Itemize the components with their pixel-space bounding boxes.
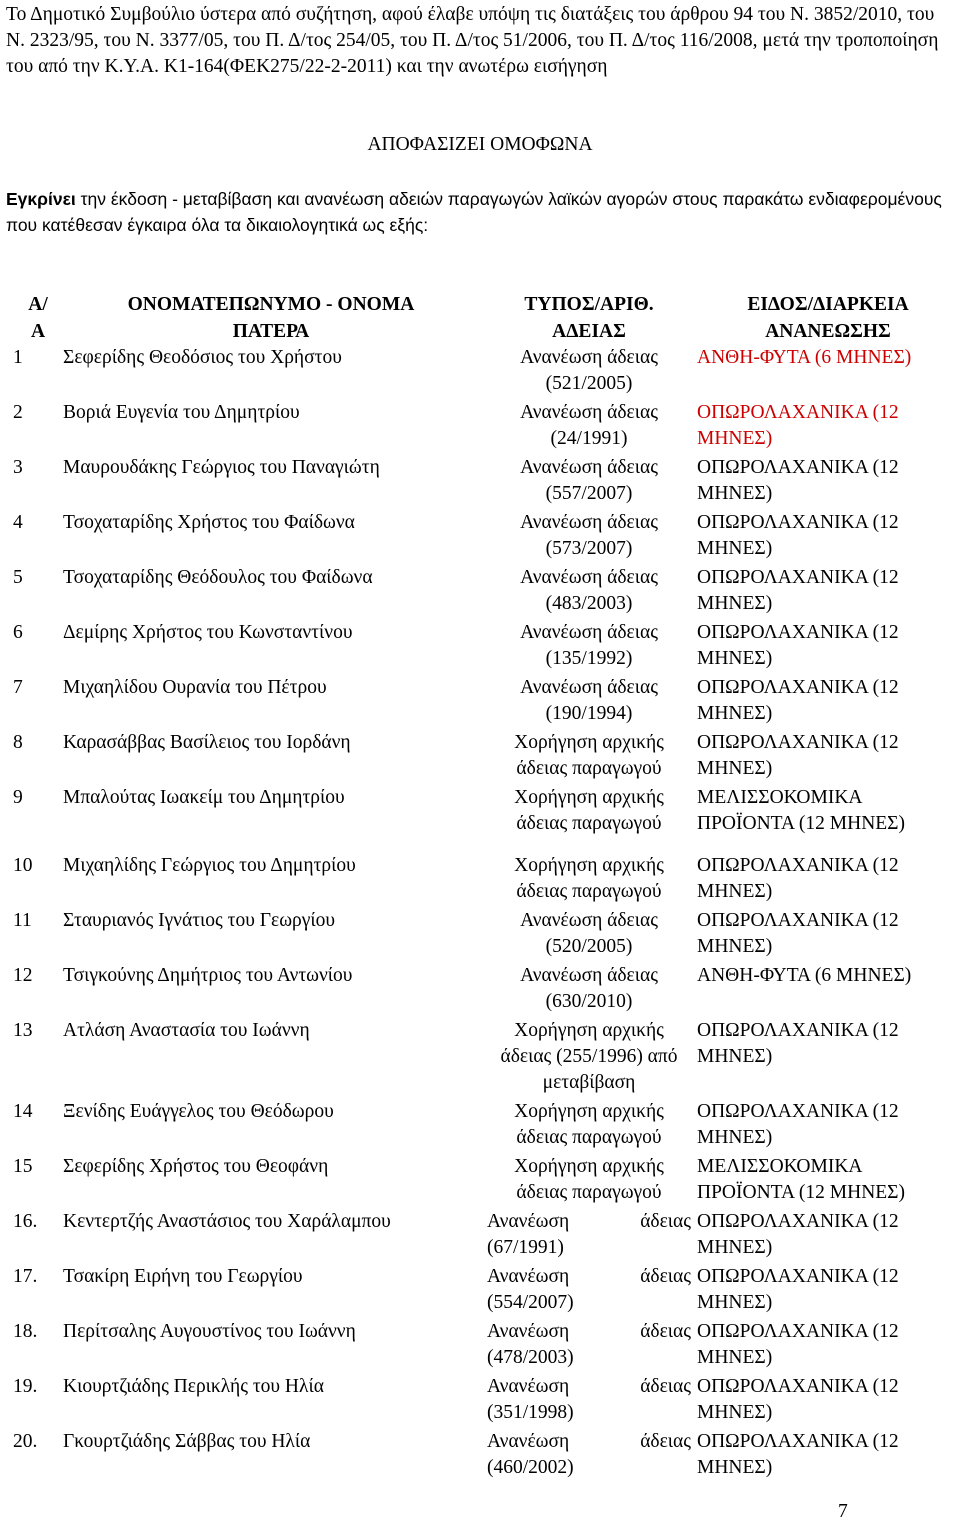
row-name: Μπαλούτας Ιωακείμ του Δημητρίου bbox=[63, 787, 345, 808]
row-kind-duration: ΟΠΩΡΟΛΑΧΑΝΙΚΑ (12 ΜΗΝΕΣ) bbox=[697, 732, 899, 779]
row-name: Δεμίρης Χρήστος του Κωνσταντίνου bbox=[63, 622, 353, 643]
row-name-text: Τσακίρη Ειρήνη του Γεωργίου bbox=[63, 1266, 303, 1287]
table-row bbox=[11, 620, 959, 675]
row-license-type bbox=[487, 1374, 691, 1429]
row-license-type-text: Ανανέωση άδειας (67/1991) bbox=[487, 1211, 691, 1258]
row-license-type: Χορήγηση αρχικής άδειας (255/1996) από μεταβίβαση bbox=[500, 1020, 678, 1093]
row-license-type: Ανανέωση άδειας (630/2010) bbox=[520, 965, 658, 1012]
row-name bbox=[63, 1264, 487, 1319]
row-kind-duration: ΟΠΩΡΟΛΑΧΑΝΙΚΑ (12 ΜΗΝΕΣ) bbox=[697, 855, 899, 902]
row-name bbox=[63, 1429, 487, 1484]
table-row bbox=[11, 400, 959, 455]
row-number: 15 bbox=[13, 1156, 33, 1177]
row-license-type: Χορήγηση αρχικής άδειας παραγωγού bbox=[514, 1101, 664, 1148]
row-license-type: Ανανέωση άδειας (520/2005) bbox=[520, 910, 658, 957]
header-aa: Α/ Α bbox=[28, 294, 48, 342]
table-row bbox=[11, 963, 959, 1018]
row-license-type: Ανανέωση άδειας (24/1991) bbox=[520, 402, 658, 449]
header-kind: ΕΙΔΟΣ/ΔΙΑΡΚΕΙΑ ΑΝΑΝΕΩΣΗΣ bbox=[747, 294, 909, 342]
row-kind-duration: ΜΕΛΙΣΣΟΚΟΜΙΚΑ ΠΡΟΪΟΝΤΑ (12 ΜΗΝΕΣ) bbox=[697, 1156, 906, 1203]
row-kind-duration: ΟΠΩΡΟΛΑΧΑΝΙΚΑ (12 ΜΗΝΕΣ) bbox=[697, 512, 899, 559]
row-name-text: Κιουρτζιάδης Περικλής του Ηλία bbox=[63, 1376, 324, 1397]
table-row bbox=[11, 345, 959, 400]
row-license-type-text: Ανανέωση άδειας (478/2003) bbox=[487, 1321, 691, 1368]
row-license-type: Χορήγηση αρχικής άδειας παραγωγού bbox=[514, 732, 664, 779]
licenses-table bbox=[11, 291, 959, 1484]
row-license-type-text: Ανανέωση άδειας (460/2002) bbox=[487, 1431, 691, 1478]
row-kind-duration: ΟΠΩΡΟΛΑΧΑΝΙΚΑ (12 ΜΗΝΕΣ) bbox=[697, 910, 899, 957]
row-kind-duration: ΟΠΩΡΟΛΑΧΑΝΙΚΑ (12 ΜΗΝΕΣ) bbox=[697, 402, 899, 449]
row-kind-duration: ΟΠΩΡΟΛΑΧΑΝΙΚΑ (12 ΜΗΝΕΣ) bbox=[697, 677, 899, 724]
table-header-row bbox=[11, 291, 959, 345]
row-name: Τσοχαταρίδης Χρήστος του Φαίδωνα bbox=[63, 512, 355, 533]
row-license-type: Ανανέωση άδειας (557/2007) bbox=[520, 457, 658, 504]
row-kind-duration: ΑΝΘΗ-ΦΥΤΑ (6 ΜΗΝΕΣ) bbox=[697, 347, 912, 368]
row-number: 13 bbox=[13, 1020, 33, 1041]
row-name-text: Κεντερτζής Αναστάσιος του Χαράλαμπου bbox=[63, 1211, 391, 1232]
row-kind-duration: ΟΠΩΡΟΛΑΧΑΝΙΚΑ (12 ΜΗΝΕΣ) bbox=[697, 567, 899, 614]
decision-title: ΑΠΟΦΑΣΙΖΕΙ ΟΜΟΦΩΝΑ bbox=[367, 134, 593, 155]
row-name-text: Γκουρτζιάδης Σάββας του Ηλία bbox=[63, 1431, 311, 1452]
table-row bbox=[11, 1099, 959, 1154]
table-row bbox=[11, 1429, 959, 1484]
page-number: 7 bbox=[838, 1501, 848, 1522]
row-license-type: Ανανέωση άδειας (190/1994) bbox=[520, 677, 658, 724]
row-number: 5 bbox=[13, 567, 23, 588]
row-kind-duration: ΟΠΩΡΟΛΑΧΑΝΙΚΑ (12 ΜΗΝΕΣ) bbox=[697, 1266, 899, 1313]
table-row bbox=[11, 675, 959, 730]
row-kind-duration: ΟΠΩΡΟΛΑΧΑΝΙΚΑ (12 ΜΗΝΕΣ) bbox=[697, 1376, 899, 1423]
row-kind-duration: ΜΕΛΙΣΣΟΚΟΜΙΚΑ ΠΡΟΪΟΝΤΑ (12 ΜΗΝΕΣ) bbox=[697, 787, 906, 834]
table-row bbox=[11, 565, 959, 620]
row-name bbox=[63, 1209, 487, 1264]
row-number: 9 bbox=[13, 787, 23, 808]
row-number: 18. bbox=[13, 1321, 38, 1342]
row-number: 14 bbox=[13, 1101, 33, 1122]
row-license-type-text: Ανανέωση άδειας (554/2007) bbox=[487, 1266, 691, 1313]
table-row bbox=[11, 1209, 959, 1264]
row-kind-duration: ΟΠΩΡΟΛΑΧΑΝΙΚΑ (12 ΜΗΝΕΣ) bbox=[697, 622, 899, 669]
row-license-type: Ανανέωση άδειας (573/2007) bbox=[520, 512, 658, 559]
row-name: Ατλάση Αναστασία του Ιωάννη bbox=[63, 1020, 310, 1041]
row-license-type bbox=[487, 1319, 691, 1374]
row-name: Σεφερίδης Θεοδόσιος του Χρήστου bbox=[63, 347, 342, 368]
table-row bbox=[11, 908, 959, 963]
row-number: 19. bbox=[13, 1376, 38, 1397]
row-kind-duration: ΟΠΩΡΟΛΑΧΑΝΙΚΑ (12 ΜΗΝΕΣ) bbox=[697, 1101, 899, 1148]
row-license-type: Ανανέωση άδειας (521/2005) bbox=[520, 347, 658, 394]
row-license-type bbox=[487, 1209, 691, 1264]
row-kind-duration: ΟΠΩΡΟΛΑΧΑΝΙΚΑ (12 ΜΗΝΕΣ) bbox=[697, 1321, 899, 1368]
table-body bbox=[11, 345, 959, 1484]
row-name: Σεφερίδης Χρήστος του Θεοφάνη bbox=[63, 1156, 329, 1177]
row-number: 8 bbox=[13, 732, 23, 753]
row-name-text: Περίτσαλης Αυγουστίνος του Ιωάννη bbox=[63, 1321, 356, 1342]
row-number: 12 bbox=[13, 965, 33, 986]
approval-paragraph bbox=[6, 186, 958, 238]
row-license-type bbox=[487, 1264, 691, 1319]
row-kind-duration: ΟΠΩΡΟΛΑΧΑΝΙΚΑ (12 ΜΗΝΕΣ) bbox=[697, 1020, 899, 1067]
row-number: 3 bbox=[13, 457, 23, 478]
header-type: ΤΥΠΟΣ/ΑΡΙΘ. ΑΔΕΙΑΣ bbox=[524, 294, 654, 342]
approval-text: την έκδοση - μεταβίβαση και ανανέωση αδειών παραγωγών λαϊκών αγορών στους παρακάτω ενδιαφερομένους που κατέθεσαν έγκαιρα όλα τα δικαιολογητικά ως εξής: bbox=[6, 189, 942, 235]
row-kind-duration: ΟΠΩΡΟΛΑΧΑΝΙΚΑ (12 ΜΗΝΕΣ) bbox=[697, 1211, 899, 1258]
approval-verb: Εγκρίνει bbox=[6, 189, 76, 209]
row-kind-duration: ΟΠΩΡΟΛΑΧΑΝΙΚΑ (12 ΜΗΝΕΣ) bbox=[697, 457, 899, 504]
row-number: 7 bbox=[13, 677, 23, 698]
row-license-type: Χορήγηση αρχικής άδειας παραγωγού bbox=[514, 855, 664, 902]
row-name bbox=[63, 1319, 487, 1374]
row-license-type-text: Ανανέωση άδειας (351/1998) bbox=[487, 1376, 691, 1423]
row-number: 10 bbox=[13, 855, 33, 876]
row-license-type: Χορήγηση αρχικής άδειας παραγωγού bbox=[514, 787, 664, 834]
intro-paragraph bbox=[6, 2, 958, 80]
table-row bbox=[11, 785, 959, 840]
row-license-type: Ανανέωση άδειας (483/2003) bbox=[520, 567, 658, 614]
row-license-type: Χορήγηση αρχικής άδειας παραγωγού bbox=[514, 1156, 664, 1203]
row-name: Μαυρουδάκης Γεώργιος του Παναγιώτη bbox=[63, 457, 380, 478]
row-name: Καρασάββας Βασίλειος του Ιορδάνη bbox=[63, 732, 351, 753]
table-row bbox=[11, 840, 959, 908]
row-number: 4 bbox=[13, 512, 23, 533]
row-number: 17. bbox=[13, 1266, 38, 1287]
row-number: 16. bbox=[13, 1211, 38, 1232]
row-name: Ξενίδης Ευάγγελος του Θεόδωρου bbox=[63, 1101, 334, 1122]
row-number: 11 bbox=[13, 910, 32, 931]
row-name: Τσιγκούνης Δημήτριος του Αντωνίου bbox=[63, 965, 353, 986]
table-row bbox=[11, 1374, 959, 1429]
row-license-type: Ανανέωση άδειας (135/1992) bbox=[520, 622, 658, 669]
intro-text: Το Δημοτικό Συμβούλιο ύστερα από συζήτηση, αφού έλαβε υπόψη τις διατάξεις του άρθρου 94 του Ν. 3852/2010, του Ν. 2323/95, του Ν. 3377/05, του Π. Δ/τος 254/05, του Π. Δ/τος 51/2006, του Π. Δ/τος 116/2008, μετά την τροποποίηση του από την Κ.Υ.Α. Κ1-164(ΦΕΚ275/22-2-2011) και την ανωτέρω εισήγηση bbox=[6, 4, 939, 77]
row-kind-duration: ΟΠΩΡΟΛΑΧΑΝΙΚΑ (12 ΜΗΝΕΣ) bbox=[697, 1431, 899, 1478]
row-name: Τσοχαταρίδης Θεόδουλος του Φαίδωνα bbox=[63, 567, 373, 588]
row-number: 2 bbox=[13, 402, 23, 423]
row-name bbox=[63, 1374, 487, 1429]
row-name: Μιχαηλίδου Ουρανία του Πέτρου bbox=[63, 677, 327, 698]
row-number: 6 bbox=[13, 622, 23, 643]
row-number: 1 bbox=[13, 347, 23, 368]
row-name: Βοριά Ευγενία του Δημητρίου bbox=[63, 402, 300, 423]
row-license-type bbox=[487, 1429, 691, 1484]
row-name: Σταυριανός Ιγνάτιος του Γεωργίου bbox=[63, 910, 336, 931]
row-kind-duration: ΑΝΘΗ-ΦΥΤΑ (6 ΜΗΝΕΣ) bbox=[697, 965, 912, 986]
table-row bbox=[11, 1018, 959, 1099]
header-name: ΟΝΟΜΑΤΕΠΩΝΥΜΟ - ΟΝΟΜΑ ΠΑΤΕΡΑ bbox=[127, 294, 415, 342]
table-row bbox=[11, 1264, 959, 1319]
table-row bbox=[11, 730, 959, 785]
table-row bbox=[11, 1154, 959, 1209]
row-number: 20. bbox=[13, 1431, 38, 1452]
table-row bbox=[11, 510, 959, 565]
row-name: Μιχαηλίδης Γεώργιος του Δημητρίου bbox=[63, 855, 356, 876]
table-row bbox=[11, 1319, 959, 1374]
table-row bbox=[11, 455, 959, 510]
